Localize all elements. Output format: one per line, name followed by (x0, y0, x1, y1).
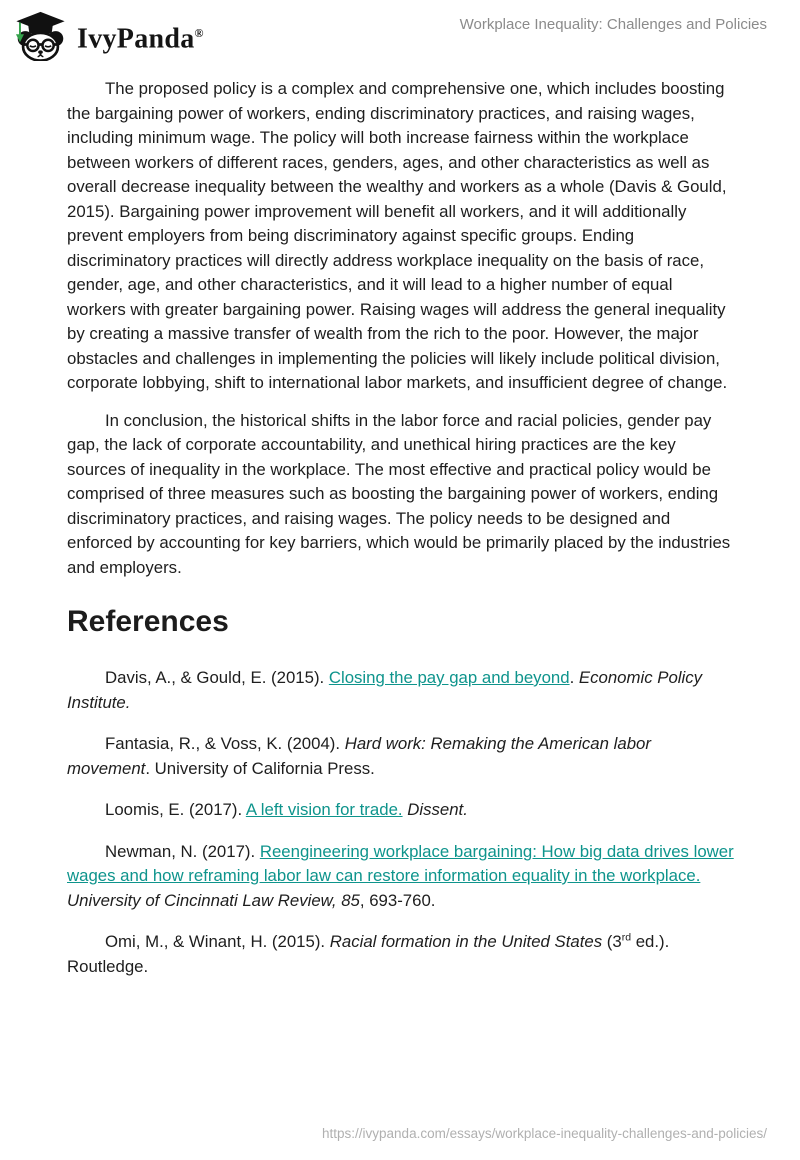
reference-text: , 693-760. (359, 890, 436, 910)
reference-text: Hard work: Remaking the American labor movement (67, 734, 651, 778)
references-heading: References (67, 605, 229, 638)
reference-text: Fantasia, R., & Voss, K. (2004). (105, 734, 345, 753)
page-footer (322, 1125, 767, 1143)
reference-entry (67, 732, 735, 781)
logo-wordmark: IvyPanda (77, 23, 195, 55)
essay-content (0, 58, 800, 979)
reference-text: Dissent. (407, 800, 468, 819)
reference-text: (3 (602, 932, 622, 951)
page-url: https://ivypanda.com/essays/workplace-inequality-challenges-and-policies/ (322, 1126, 767, 1141)
reference-text: . (569, 668, 579, 687)
reference-entry (67, 666, 735, 715)
reference-entry (67, 930, 735, 979)
reference-text: ed.). Routledge. (67, 932, 670, 976)
reference-entry (67, 840, 735, 914)
reference-text: Newman, N. (2017). (105, 841, 260, 861)
references-list (67, 666, 735, 979)
reference-text: Economic Policy Institute. (67, 668, 703, 712)
ordinal-superscript: rd (621, 931, 632, 944)
reference-entry (67, 798, 735, 823)
paragraph-conclusion: In conclusion, the historical shifts in the labor force and racial policies, gender pay gap, the lack of corporate accountability, and unethical hiring practices are the key sources of inequality in the workplace. The most effective and practical policy would be comprised of three measures such as boosting the bargaining power of workers, ending discriminatory practices, and raising wages. The policy needs to be designed and enforced by accounting for key barriers, which would be primarily placed by the industries and employers. (67, 410, 731, 577)
reference-text: . University of California Press. (145, 758, 375, 778)
reference-text: Racial formation in the United States (329, 932, 603, 951)
reference-link[interactable]: Closing the pay gap and beyond (328, 668, 570, 687)
panda-graduation-cap-icon (13, 11, 68, 61)
registered-trademark-symbol: ® (194, 26, 204, 40)
reference-text: Loomis, E. (2017). (105, 800, 246, 819)
reference-text: University of Cincinnati Law Review, 85 (67, 890, 360, 910)
paragraph-proposed-policy: The proposed policy is a complex and comprehensive one, which includes boosting the bargaining power of workers, ending discriminatory practices, and raising wages, including minimum wage. The policy will both increase fairness within the workplace between workers of different races, genders, ages, and other characteristics as well as overall decrease inequality between the wealthy and workers as a whole (Davis & Gould, 2015). Bargaining power improvement will benefit all workers, and it will additionally prevent employers from being discriminatory against specific groups. Ending discriminatory practices will directly address workplace inequality on the basis of race, gender, age, and other characteristics, and it will lead to a higher number of equal workers with greater bargaining power. Raising wages will address the general inequality by creating a massive transfer of wealth from the rich to the poor. However, the major obstacles and challenges in implementing the policies will likely include political division, corporate lobbying, shift to international labor markets, and insufficient degree of change. (67, 79, 728, 392)
ivypanda-logo (13, 8, 204, 64)
page-header (0, 0, 800, 58)
reference-text: Omi, M., & Winant, H. (2015). (105, 932, 330, 951)
reference-link[interactable]: Reengineering workplace bargaining: How big data drives lower wages and how reframing labor law can restore information equality in the workplace. (67, 841, 734, 885)
logo-text (77, 8, 204, 64)
reference-text: Davis, A., & Gould, E. (2015). (105, 668, 329, 687)
reference-link[interactable]: A left vision for trade. (245, 800, 403, 819)
document-title: Workplace Inequality: Challenges and Policies (459, 16, 767, 33)
